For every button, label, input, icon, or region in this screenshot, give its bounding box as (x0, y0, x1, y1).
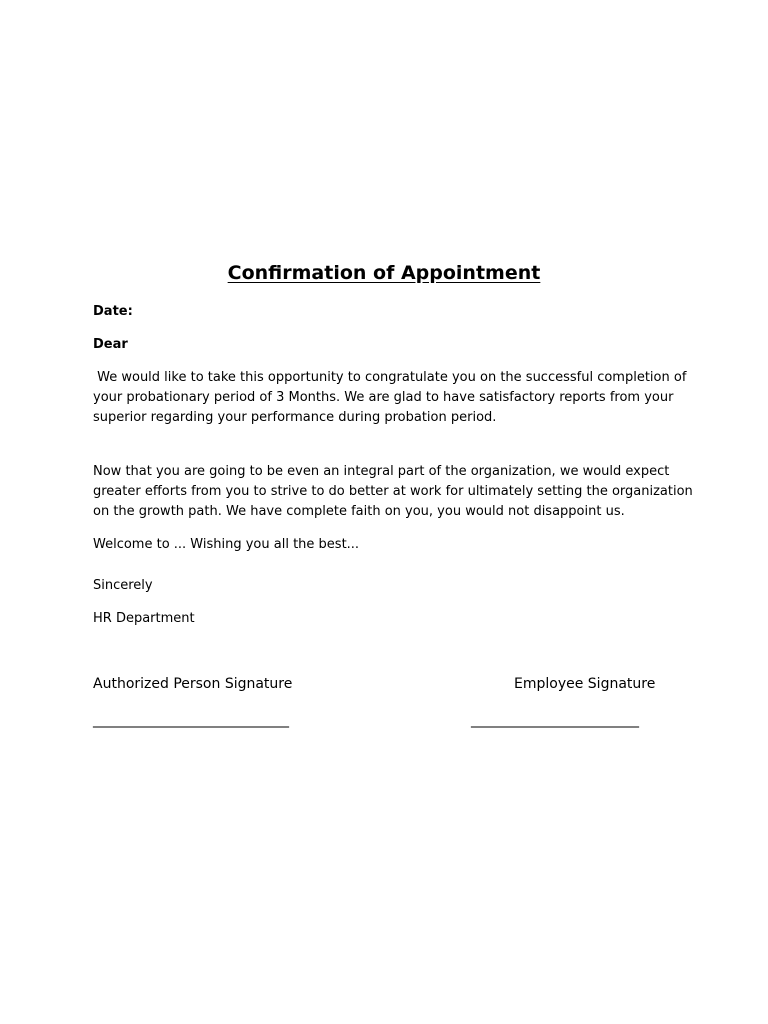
paragraph-2-line-2: greater efforts from you to strive to do better at work for ultimately setting the organization (93, 484, 693, 499)
letter-title: Confirmation of Appointment (227, 262, 541, 284)
date-label: Date: (93, 304, 133, 319)
sender: HR Department (93, 611, 195, 626)
employee-signature-line: ________________________ (471, 712, 639, 728)
salutation: Dear (93, 337, 128, 352)
authorized-signature-label: Authorized Person Signature (93, 676, 293, 692)
paragraph-1-line-2: your probationary period of 3 Months. We are glad to have satisfactory reports from your (93, 390, 674, 405)
closing: Sincerely (93, 578, 153, 593)
welcome-line: Welcome to ... Wishing you all the best... (93, 537, 360, 552)
paragraph-2-line-1: Now that you are going to be even an integral part of the organization, we would expect (93, 464, 670, 479)
paragraph-2-line-3: on the growth path. We have complete faith on you, you would not disappoint us. (93, 504, 625, 519)
paragraph-1-line-1: We would like to take this opportunity to congratulate you on the successful completion of (93, 370, 687, 385)
employee-signature-label: Employee Signature (514, 676, 656, 692)
paragraph-1-line-3: superior regarding your performance during probation period. (93, 410, 497, 425)
authorized-signature-line: ____________________________ (93, 712, 289, 728)
